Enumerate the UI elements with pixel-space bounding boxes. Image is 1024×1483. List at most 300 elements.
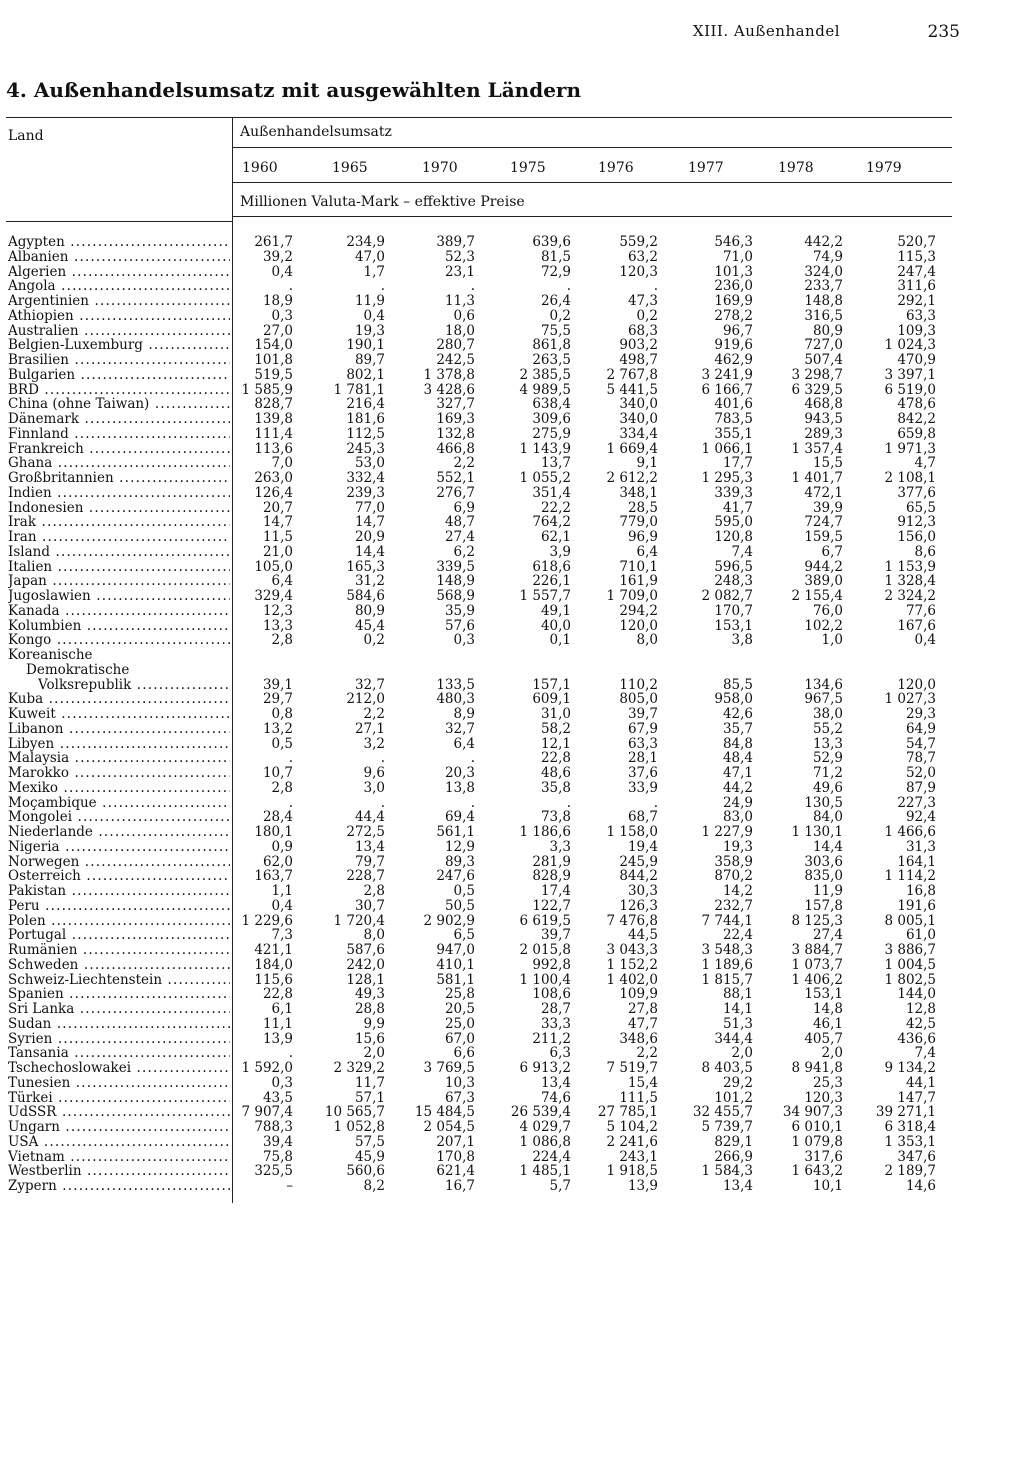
value-cell-1977: 1 066,1 — [701, 440, 753, 457]
country-name: Kuweit ..... — [8, 707, 230, 722]
value-cell-1970: 552,1 — [436, 470, 475, 486]
country-name: USA ..... — [8, 1135, 230, 1150]
value-cell-1960: 22,8 — [262, 986, 293, 1003]
value-cell-1978: 159,5 — [804, 529, 843, 545]
value-cell-1970: 50,5 — [444, 897, 475, 914]
country-name: Ghana ..... — [8, 456, 230, 471]
value-cell-1978: 80,9 — [812, 322, 843, 339]
value-cell-1960: 180,1 — [254, 824, 293, 840]
value-cell-1976: 67,9 — [627, 720, 658, 737]
country-name: Demokratische — [26, 662, 130, 678]
table-row — [8, 324, 948, 339]
table-row — [8, 442, 948, 457]
year-header-1978: 1978 — [778, 160, 814, 176]
value-cell-1960: 113,6 — [254, 440, 293, 457]
value-cell-1978: 13,3 — [812, 735, 843, 752]
value-cell-1979: 478,6 — [897, 396, 936, 413]
value-cell-1965: 11,9 — [354, 293, 385, 309]
value-cell-1975: 28,7 — [540, 1001, 571, 1017]
value-cell-1976: 19,4 — [627, 838, 658, 855]
value-cell-1976: 1 669,4 — [606, 440, 658, 457]
value-cell-1977: 35,7 — [722, 720, 753, 737]
value-cell-1978: 84,0 — [812, 809, 843, 826]
country-name: Vietnam ..... — [8, 1150, 230, 1165]
value-cell-1978: 405,7 — [804, 1030, 843, 1047]
value-cell-1976: 27 785,1 — [597, 1104, 658, 1121]
value-cell-1978: 8 941,8 — [791, 1060, 843, 1076]
value-cell-1960: 139,8 — [254, 411, 293, 427]
value-cell-1979: 6 519,0 — [884, 381, 936, 398]
value-cell-1979: 164,1 — [897, 853, 936, 870]
value-cell-1977: 462,9 — [714, 352, 753, 368]
value-cell-1978: 944,2 — [804, 558, 843, 575]
value-cell-1975: 0,2 — [549, 307, 571, 324]
value-cell-1979: 61,0 — [905, 927, 936, 944]
table-row — [8, 825, 948, 840]
value-cell-1960: 7 907,4 — [241, 1104, 293, 1121]
table-row — [8, 279, 948, 294]
value-cell-1975: 1 485,1 — [519, 1163, 571, 1180]
value-cell-1977: 84,8 — [722, 735, 753, 752]
value-cell-1977: 14,2 — [722, 883, 753, 899]
value-cell-1960: 263,0 — [254, 470, 293, 486]
value-cell-1965: 0,2 — [363, 632, 385, 649]
value-cell-1976: 3 043,3 — [606, 942, 658, 958]
country-name: Kongo ..... — [8, 633, 230, 648]
value-cell-1979: 9 134,2 — [884, 1060, 936, 1076]
value-cell-1970: 6,6 — [453, 1045, 475, 1062]
value-cell-1978: 389,0 — [804, 573, 843, 590]
value-cell-1965: 560,6 — [346, 1163, 385, 1180]
value-cell-1965: 245,3 — [346, 440, 385, 457]
country-name: Portugal ..... — [8, 928, 230, 943]
table-row — [8, 781, 948, 796]
value-cell-1976: 348,1 — [619, 484, 658, 501]
value-cell-1975: 351,4 — [532, 484, 571, 501]
value-cell-1975: 72,9 — [540, 263, 571, 280]
table-row — [8, 1135, 948, 1150]
country-name: Großbritannien ..... — [8, 471, 230, 486]
value-cell-1978: 102,2 — [804, 617, 843, 634]
value-cell-1976: 28,5 — [627, 499, 658, 516]
value-cell-1979: 14,6 — [905, 1178, 936, 1194]
value-cell-1960: . — [288, 1045, 293, 1062]
value-cell-1979: 311,6 — [897, 278, 936, 295]
country-name: Tunesien ..... — [8, 1076, 230, 1091]
country-name: Mexiko ..... — [8, 781, 230, 796]
value-cell-1977: 919,6 — [714, 337, 753, 354]
value-cell-1977: 41,7 — [722, 499, 753, 516]
value-cell-1965: 15,6 — [354, 1030, 385, 1047]
value-cell-1978: 71,2 — [812, 765, 843, 781]
value-cell-1975: 861,8 — [532, 337, 571, 354]
table-row — [8, 589, 948, 604]
value-cell-1979: 227,3 — [897, 794, 936, 811]
value-cell-1975: 39,7 — [540, 927, 571, 944]
country-name: Schweiz-Liechtenstein ..... — [8, 973, 230, 988]
value-cell-1977: 266,9 — [714, 1148, 753, 1165]
value-cell-1977: 236,0 — [714, 278, 753, 295]
country-name: Ungarn ..... — [8, 1120, 230, 1135]
country-name: China (ohne Taiwan) ..... — [8, 397, 230, 412]
value-cell-1965: 112,5 — [346, 425, 385, 442]
running-head — [0, 22, 960, 44]
year-header-1977: 1977 — [688, 160, 724, 176]
value-cell-1970: 52,3 — [444, 248, 475, 265]
section-title: XIII. Außenhandel — [692, 22, 840, 40]
value-cell-1970: 3 428,6 — [423, 381, 475, 398]
value-cell-1965: 2,2 — [363, 706, 385, 722]
value-cell-1960: 7,0 — [271, 455, 293, 472]
value-cell-1965: . — [380, 278, 385, 295]
table-row — [8, 884, 948, 899]
value-cell-1975: 13,7 — [540, 455, 571, 472]
value-cell-1979: 44,1 — [905, 1074, 936, 1091]
value-cell-1970: 57,6 — [444, 617, 475, 634]
value-cell-1978: 8 125,3 — [791, 912, 843, 929]
value-cell-1979: 42,5 — [905, 1015, 936, 1032]
value-cell-1977: 7 744,1 — [701, 912, 753, 929]
value-cell-1960: . — [288, 750, 293, 767]
country-name: Indien ..... — [8, 486, 230, 501]
year-header-row — [232, 160, 952, 178]
value-cell-1970: 2 902,9 — [423, 912, 475, 929]
value-cell-1977: 344,4 — [714, 1030, 753, 1047]
value-cell-1978: 49,6 — [812, 779, 843, 796]
value-cell-1979: 1 353,1 — [884, 1133, 936, 1150]
country-name: Algerien ..... — [8, 265, 230, 280]
value-cell-1978: 324,0 — [804, 263, 843, 280]
value-cell-1970: 69,4 — [444, 809, 475, 826]
value-cell-1977: 1 584,3 — [701, 1163, 753, 1180]
country-name: Libyen ..... — [8, 737, 230, 752]
value-cell-1965: 30,7 — [354, 897, 385, 914]
value-cell-1970: 16,7 — [444, 1178, 475, 1194]
value-cell-1979: 1 114,2 — [884, 868, 936, 885]
value-cell-1960: 27,0 — [262, 322, 293, 339]
value-cell-1960: 828,7 — [254, 396, 293, 413]
country-name: Moçambique ..... — [8, 796, 230, 811]
value-cell-1960: 0,4 — [271, 263, 293, 280]
value-cell-1960: 6,1 — [271, 1001, 293, 1017]
country-name: Australien ..... — [8, 324, 230, 339]
value-cell-1975: 1 557,7 — [519, 588, 571, 604]
value-cell-1979: 147,7 — [897, 1089, 936, 1106]
value-cell-1977: 870,2 — [714, 868, 753, 885]
country-name: Brasilien ..... — [8, 353, 230, 368]
country-name: Argentinien ..... — [8, 294, 230, 309]
value-cell-1977: 783,5 — [714, 411, 753, 427]
table-row — [8, 1032, 948, 1047]
value-cell-1975: 609,1 — [532, 691, 571, 708]
value-cell-1960: 7,3 — [271, 927, 293, 944]
value-cell-1970: 10,3 — [444, 1074, 475, 1091]
table-body — [8, 235, 948, 1194]
value-cell-1970: 27,4 — [444, 529, 475, 545]
country-name: Rumänien ..... — [8, 943, 230, 958]
page-number: 235 — [927, 22, 960, 42]
value-cell-1977: 2,0 — [731, 1045, 753, 1062]
table-row — [8, 707, 948, 722]
table-row — [8, 914, 948, 929]
value-cell-1960: 39,4 — [262, 1133, 293, 1150]
table-row — [8, 648, 948, 663]
column-header-group: Außenhandelsumsatz — [240, 124, 392, 140]
value-cell-1977: 169,9 — [714, 293, 753, 309]
value-cell-1979: 1 971,3 — [884, 440, 936, 457]
country-name: Kuba ..... — [8, 692, 230, 707]
value-cell-1975: 4 989,5 — [519, 381, 571, 398]
value-cell-1960: 62,0 — [262, 853, 293, 870]
value-cell-1970: 25,8 — [444, 986, 475, 1003]
value-cell-1970: . — [470, 794, 475, 811]
value-cell-1975: 6 913,2 — [519, 1060, 571, 1076]
value-cell-1978: 39,9 — [812, 499, 843, 516]
value-cell-1975: 22,8 — [540, 750, 571, 767]
table-row — [8, 250, 948, 265]
value-cell-1979: 54,7 — [905, 735, 936, 752]
value-cell-1977: 596,5 — [714, 558, 753, 575]
table-row — [8, 427, 948, 442]
value-cell-1960: 28,4 — [262, 809, 293, 826]
value-cell-1978: 1 357,4 — [791, 440, 843, 457]
table-row — [8, 810, 948, 825]
value-cell-1975: 6 619,5 — [519, 912, 571, 929]
country-name: Bulgarien ..... — [8, 368, 230, 383]
value-cell-1970: 6,2 — [453, 543, 475, 560]
value-cell-1965: 272,5 — [346, 824, 385, 840]
value-cell-1976: . — [653, 278, 658, 295]
value-cell-1979: 7,4 — [914, 1045, 936, 1062]
value-cell-1965: 27,1 — [354, 720, 385, 737]
value-cell-1975: 31,0 — [540, 706, 571, 722]
country-name: Finnland ..... — [8, 427, 230, 442]
value-cell-1970: 32,7 — [444, 720, 475, 737]
value-cell-1960: 39,1 — [262, 676, 293, 693]
year-header-1975: 1975 — [510, 160, 546, 176]
value-cell-1976: 5 441,5 — [606, 381, 658, 398]
value-cell-1979: 292,1 — [897, 293, 936, 309]
year-header-1979: 1979 — [866, 160, 902, 176]
table-row — [8, 604, 948, 619]
value-cell-1960: 261,7 — [254, 234, 293, 250]
value-cell-1975: 22,2 — [540, 499, 571, 516]
value-cell-1960: – — [286, 1178, 293, 1194]
country-name: Jugoslawien ..... — [8, 589, 230, 604]
value-cell-1978: 157,8 — [804, 897, 843, 914]
value-cell-1977: 32 455,7 — [692, 1104, 753, 1121]
value-cell-1979: 8 005,1 — [884, 912, 936, 929]
value-cell-1970: 0,5 — [453, 883, 475, 899]
value-cell-1978: 6 010,1 — [791, 1119, 843, 1135]
value-cell-1979: 0,4 — [914, 632, 936, 649]
value-cell-1977: 3 241,9 — [701, 366, 753, 383]
table-row — [8, 501, 948, 516]
value-cell-1970: 35,9 — [444, 602, 475, 619]
value-cell-1979: 3 397,1 — [884, 366, 936, 383]
value-cell-1977: 83,0 — [722, 809, 753, 826]
value-cell-1977: 29,2 — [722, 1074, 753, 1091]
value-cell-1978: 46,1 — [812, 1015, 843, 1032]
value-cell-1977: 7,4 — [731, 543, 753, 560]
value-cell-1979: 31,3 — [905, 838, 936, 855]
country-name: Äthiopien ..... — [8, 309, 230, 324]
value-cell-1979: 1 466,6 — [884, 824, 936, 840]
value-cell-1978: 134,6 — [804, 676, 843, 693]
value-cell-1977: 6 166,7 — [701, 381, 753, 398]
value-cell-1978: 1,0 — [821, 632, 843, 649]
table-row — [8, 692, 948, 707]
value-cell-1965: 2,8 — [363, 883, 385, 899]
value-cell-1979: 92,4 — [905, 809, 936, 826]
value-cell-1970: 6,4 — [453, 735, 475, 752]
value-cell-1979: 436,6 — [897, 1030, 936, 1047]
value-cell-1965: 1 720,4 — [333, 912, 385, 929]
country-name: Iran ..... — [8, 530, 230, 545]
value-cell-1960: 1,1 — [271, 883, 293, 899]
country-name: Frankreich ..... — [8, 442, 230, 457]
table-row — [8, 1002, 948, 1017]
value-cell-1975: . — [566, 278, 571, 295]
table-row — [8, 265, 948, 280]
value-cell-1975: 81,5 — [540, 248, 571, 265]
value-cell-1960: 13,9 — [262, 1030, 293, 1047]
value-cell-1977: 88,1 — [722, 986, 753, 1003]
table-row — [8, 663, 948, 678]
value-cell-1960: 39,2 — [262, 248, 293, 265]
table-row — [8, 1091, 948, 1106]
table-row — [8, 338, 948, 353]
value-cell-1965: 79,7 — [354, 853, 385, 870]
value-cell-1976: 340,0 — [619, 396, 658, 413]
value-cell-1978: 3 298,7 — [791, 366, 843, 383]
table-row — [8, 560, 948, 575]
value-cell-1975: 40,0 — [540, 617, 571, 634]
value-cell-1960: 2,8 — [271, 632, 293, 649]
value-cell-1975: 618,6 — [532, 558, 571, 575]
value-cell-1960: 0,9 — [271, 838, 293, 855]
country-name: Sri Lanka ..... — [8, 1002, 230, 1017]
value-cell-1978: 1 643,2 — [791, 1163, 843, 1180]
value-cell-1975: 2 015,8 — [519, 942, 571, 958]
value-cell-1977: 14,1 — [722, 1001, 753, 1017]
value-cell-1965: 45,4 — [354, 617, 385, 634]
country-name: Italien ..... — [8, 560, 230, 575]
value-cell-1960: 0,8 — [271, 706, 293, 722]
value-cell-1979: 842,2 — [897, 411, 936, 427]
value-cell-1960: 6,4 — [271, 573, 293, 590]
country-name: Kolumbien ..... — [8, 619, 230, 634]
value-cell-1965: 47,0 — [354, 248, 385, 265]
value-cell-1979: 470,9 — [897, 352, 936, 368]
country-name: Albanien ..... — [8, 250, 230, 265]
value-cell-1965: 228,7 — [346, 868, 385, 885]
value-cell-1965: 13,4 — [354, 838, 385, 855]
value-cell-1960: 12,3 — [262, 602, 293, 619]
value-cell-1979: 912,3 — [897, 514, 936, 531]
value-cell-1979: 77,6 — [905, 602, 936, 619]
value-cell-1978: 303,6 — [804, 853, 843, 870]
value-cell-1978: 943,5 — [804, 411, 843, 427]
table-row — [8, 545, 948, 560]
value-cell-1970: 247,6 — [436, 868, 475, 885]
value-cell-1960: 75,8 — [262, 1148, 293, 1165]
value-cell-1977: 401,6 — [714, 396, 753, 413]
value-cell-1965: 14,4 — [354, 543, 385, 560]
country-name: Malaysia ..... — [8, 751, 230, 766]
value-cell-1977: 1 227,9 — [701, 824, 753, 840]
value-cell-1960: 11,1 — [262, 1015, 293, 1032]
table-row — [8, 958, 948, 973]
value-cell-1977: 829,1 — [714, 1133, 753, 1150]
table-row — [8, 368, 948, 383]
value-cell-1975: 281,9 — [532, 853, 571, 870]
value-cell-1965: 165,3 — [346, 558, 385, 575]
value-cell-1977: 358,9 — [714, 853, 753, 870]
value-cell-1976: 7 476,8 — [606, 912, 658, 929]
value-cell-1960: 154,0 — [254, 337, 293, 354]
table-row — [8, 633, 948, 648]
value-cell-1970: 389,7 — [436, 234, 475, 250]
value-cell-1960: 421,1 — [254, 942, 293, 958]
table-row — [8, 1120, 948, 1135]
value-cell-1975: 13,4 — [540, 1074, 571, 1091]
country-name: Libanon ..... — [8, 722, 230, 737]
table-row — [8, 943, 948, 958]
value-cell-1970: 13,8 — [444, 779, 475, 796]
value-cell-1978: 14,4 — [812, 838, 843, 855]
table-row — [8, 294, 948, 309]
table-row — [8, 456, 948, 471]
value-cell-1977: 546,3 — [714, 234, 753, 250]
value-cell-1975: 48,6 — [540, 765, 571, 781]
value-cell-1970: 2,2 — [453, 455, 475, 472]
value-cell-1965: 2 329,2 — [333, 1060, 385, 1076]
value-cell-1965: 1,7 — [363, 263, 385, 280]
value-cell-1978: 468,8 — [804, 396, 843, 413]
year-header-1976: 1976 — [598, 160, 634, 176]
country-name: Dänemark ..... — [8, 412, 230, 427]
value-cell-1960: 29,7 — [262, 691, 293, 708]
table-row — [8, 855, 948, 870]
country-name: Peru ..... — [8, 899, 230, 914]
value-cell-1976: 6,4 — [636, 543, 658, 560]
value-cell-1976: 559,2 — [619, 234, 658, 250]
value-cell-1979: 78,7 — [905, 750, 936, 767]
value-cell-1978: 442,2 — [804, 234, 843, 250]
value-cell-1960: 0,3 — [271, 307, 293, 324]
value-cell-1976: 110,2 — [619, 676, 658, 693]
value-cell-1970: 276,7 — [436, 484, 475, 501]
value-cell-1978: 1 073,7 — [791, 956, 843, 973]
value-cell-1965: 0,4 — [363, 307, 385, 324]
value-cell-1960: 13,2 — [262, 720, 293, 737]
value-cell-1979: 3 886,7 — [884, 942, 936, 958]
country-name: Japan ..... — [8, 574, 230, 589]
value-cell-1965: 234,9 — [346, 234, 385, 250]
country-name: Zypern ..... — [8, 1179, 230, 1194]
value-cell-1976: 294,2 — [619, 602, 658, 619]
country-name: BRD ..... — [8, 383, 230, 398]
top-rule — [6, 117, 952, 118]
country-name: UdSSR ..... — [8, 1105, 230, 1120]
value-cell-1970: 25,0 — [444, 1015, 475, 1032]
value-cell-1975: 1 143,9 — [519, 440, 571, 457]
value-cell-1970: . — [470, 278, 475, 295]
value-cell-1976: 1 918,5 — [606, 1163, 658, 1180]
value-cell-1976: 8,0 — [636, 632, 658, 649]
value-cell-1965: 9,6 — [363, 765, 385, 781]
